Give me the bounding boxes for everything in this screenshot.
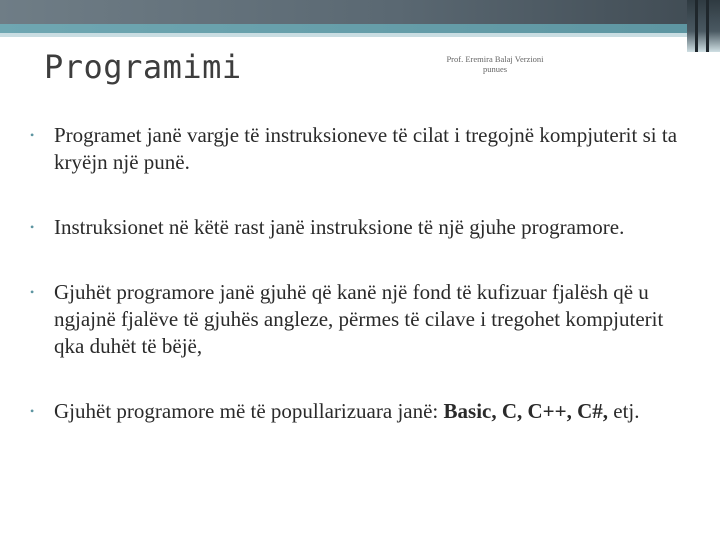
bullet-text-bold: Basic, C, C++, C#,: [443, 399, 609, 423]
header-decoration: [0, 0, 720, 38]
bullet-icon: •: [30, 220, 35, 234]
bullet-text-pre: Gjuhët programore më të popullarizuara janë:: [54, 399, 444, 423]
bullet-text: Gjuhët programore janë gjuhë që kanë një fond të kufizuar fjalësh që u ngjajnë fjalëve të gjuhës angleze, përmes të cilave i tregohet kompjuterit qka duhët të bëjë,: [54, 280, 664, 358]
corner-decoration: [687, 0, 720, 52]
slide-title: Programimi: [44, 48, 242, 86]
header-band-light: [0, 33, 720, 37]
corner-stripe: [706, 0, 709, 52]
bullet-item: [28, 122, 688, 176]
corner-stripe: [695, 0, 698, 52]
bullet-item: [28, 214, 688, 241]
bullet-item: [28, 398, 688, 425]
header-band-dark: [0, 0, 720, 24]
header-band-teal: [0, 24, 720, 33]
bullet-icon: •: [30, 404, 35, 418]
bullet-item: [28, 279, 688, 360]
bullet-list: [28, 122, 688, 463]
bullet-text: Programet janë vargje të instruksioneve të cilat i tregojnë kompjuterit si ta kryëjn një punë.: [54, 123, 678, 174]
slide-subtitle: Prof. Eremira Balaj Verzioni punues: [446, 54, 544, 74]
bullet-text-post: etj.: [608, 399, 640, 423]
bullet-icon: •: [30, 285, 35, 299]
bullet-icon: •: [30, 128, 35, 142]
bullet-text: Instruksionet në këtë rast janë instruksione të një gjuhe programore.: [54, 215, 625, 239]
